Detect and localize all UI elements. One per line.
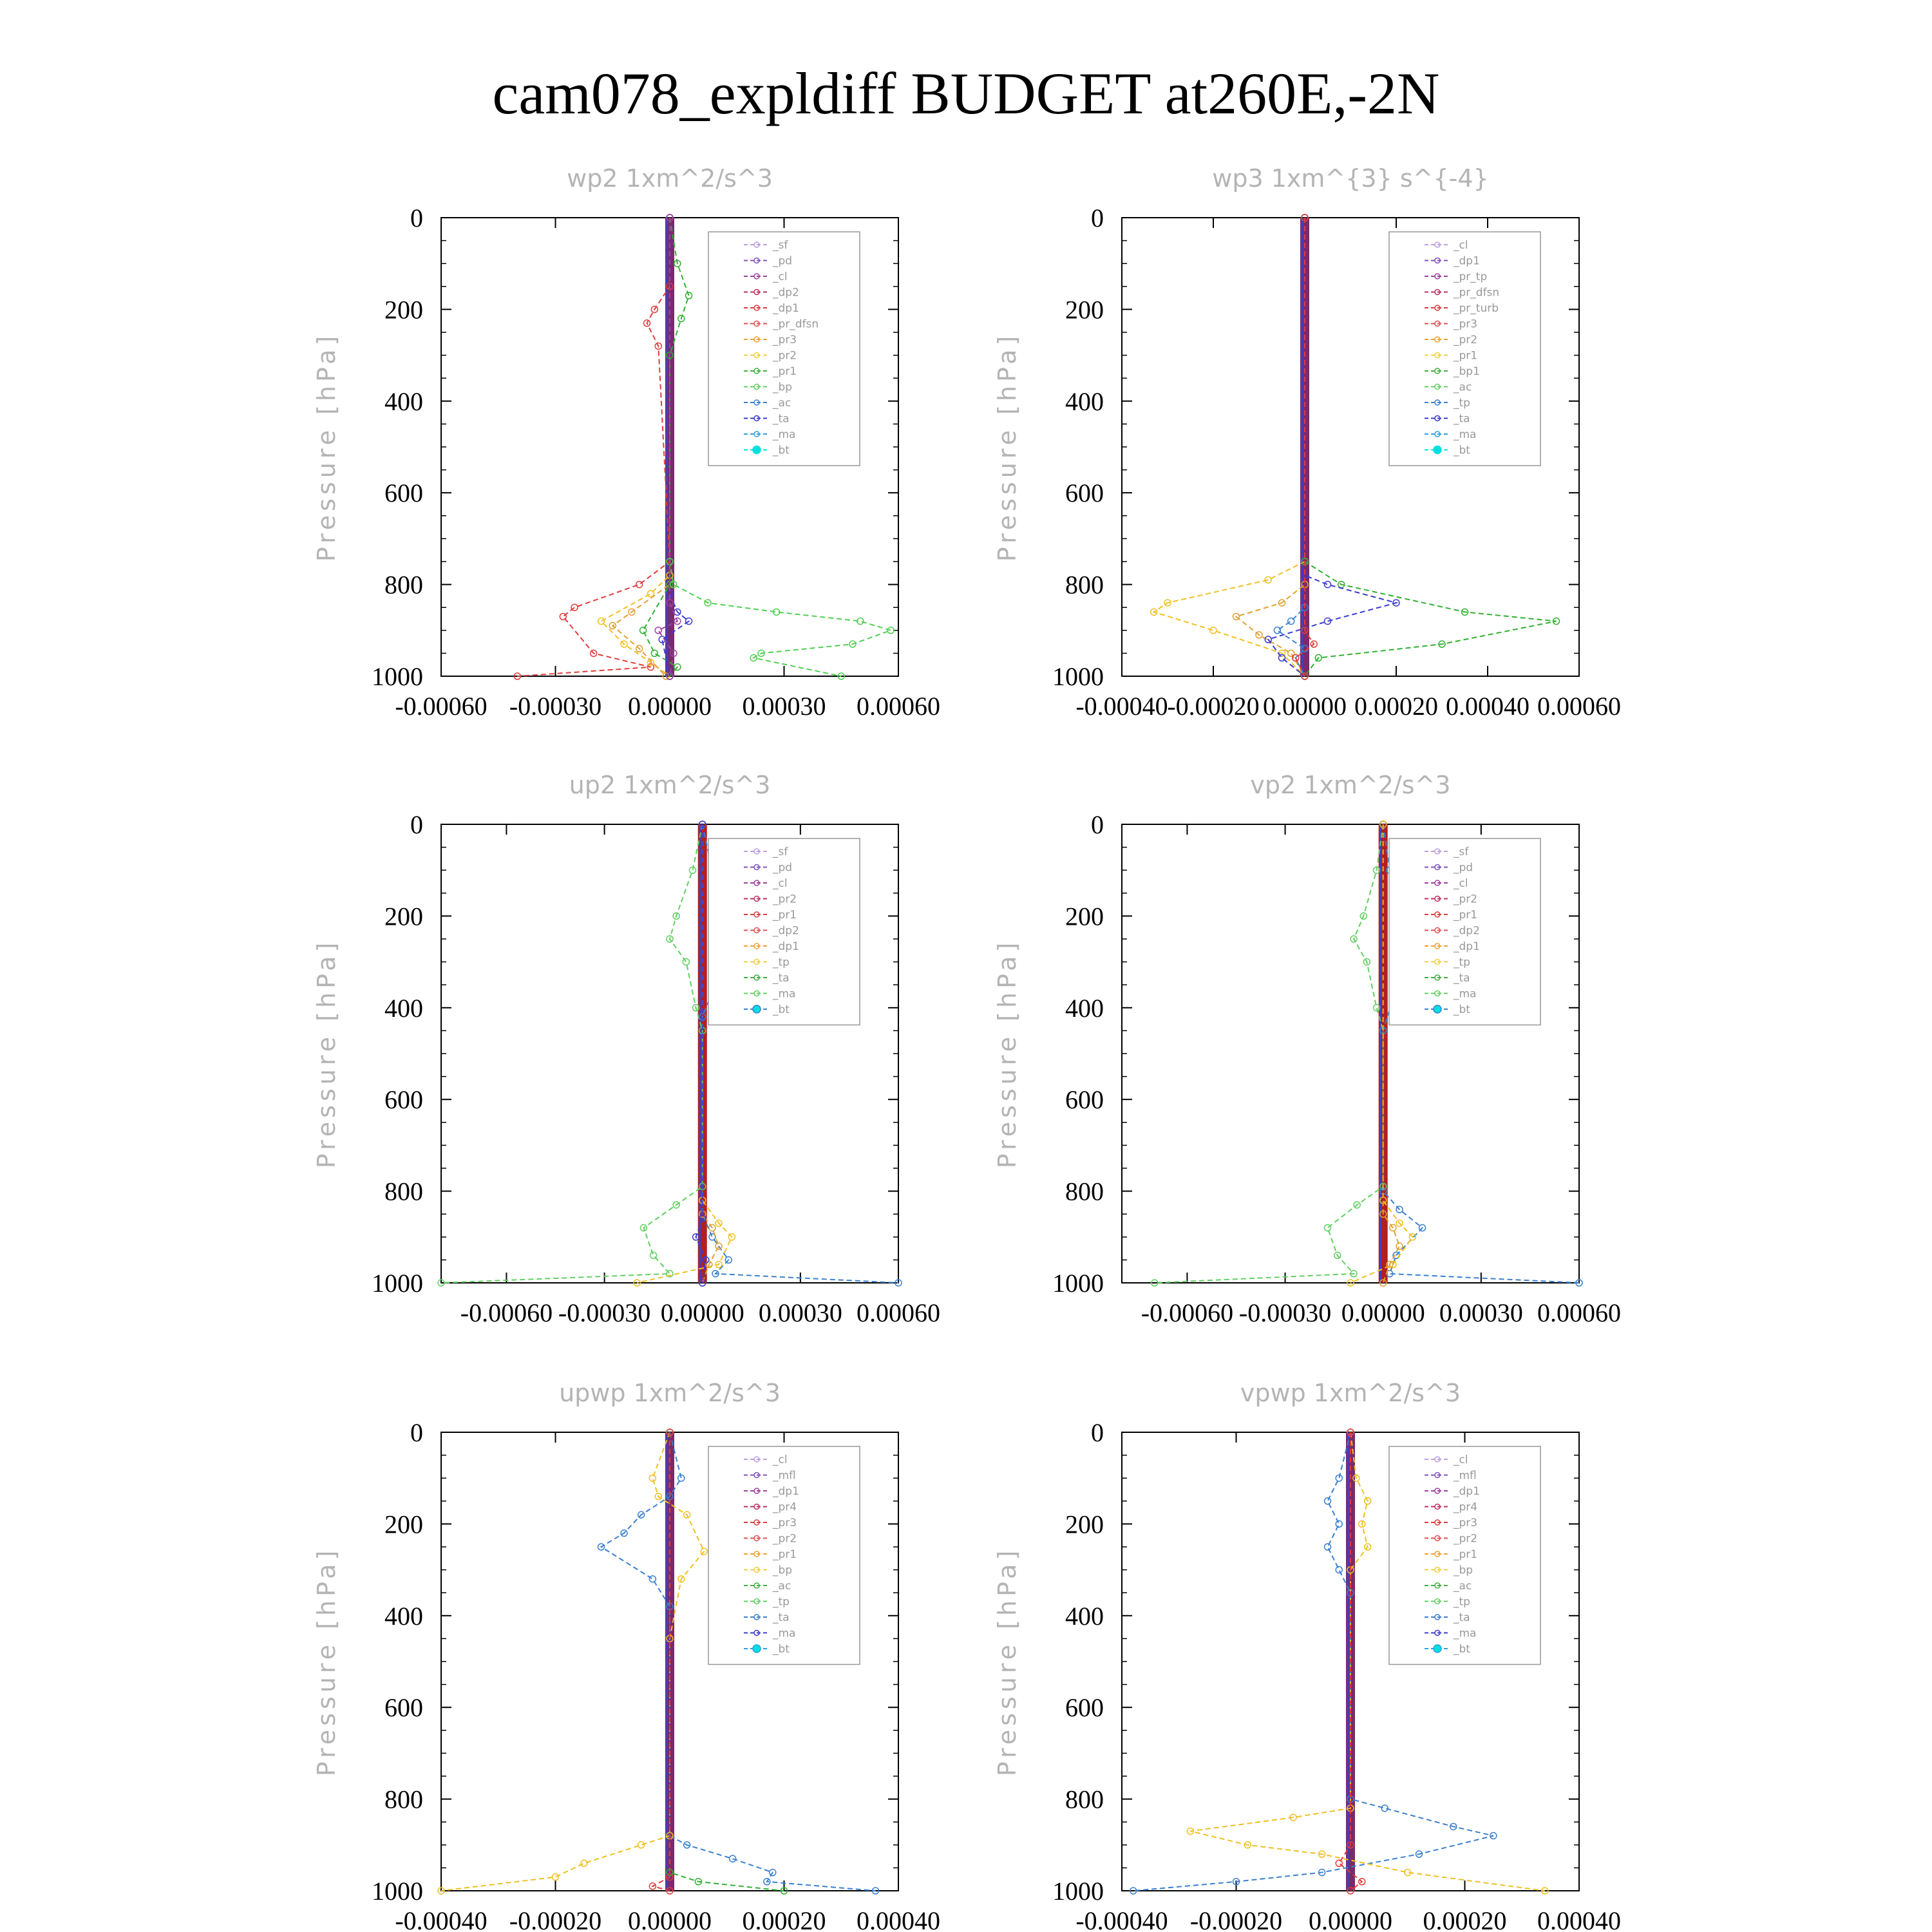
legend-entry: _pr2 bbox=[773, 893, 797, 906]
series-line-dp1 bbox=[1339, 1432, 1362, 1891]
figure-title: cam078_expldiff BUDGET at260E,-2N bbox=[492, 61, 1440, 126]
x-tick-label: 0.00030 bbox=[758, 1298, 842, 1327]
y-tick-label: 0 bbox=[410, 204, 423, 232]
x-tick-label: -0.00020 bbox=[509, 1906, 602, 1932]
series-point bbox=[651, 650, 658, 656]
y-axis-label: Pressure [hPa] bbox=[993, 332, 1021, 562]
x-tick-label: 0.00040 bbox=[857, 1906, 940, 1932]
legend-entry: _dp1 bbox=[1454, 1485, 1480, 1498]
y-tick-label: 200 bbox=[384, 295, 423, 325]
legend-entry: _pd bbox=[1454, 861, 1473, 875]
series-line-dp1 bbox=[1155, 824, 1383, 1283]
legend-entry: _cl bbox=[773, 1454, 788, 1466]
legend-entry: _mfl bbox=[773, 1469, 796, 1482]
x-tick-label: -0.00020 bbox=[1167, 692, 1260, 721]
x-tick-label: -0.00030 bbox=[1238, 1298, 1332, 1327]
y-tick-label: 600 bbox=[384, 1085, 423, 1115]
x-tick-label: 0.00030 bbox=[742, 692, 826, 721]
series-point bbox=[1279, 655, 1285, 661]
series-point bbox=[1288, 618, 1294, 625]
legend-marker bbox=[1434, 446, 1441, 454]
y-tick-label: 200 bbox=[1065, 1510, 1104, 1539]
y-axis-label: Pressure [hPa] bbox=[312, 332, 341, 562]
legend-entry: _dp1 bbox=[773, 1485, 799, 1498]
legend-marker bbox=[1434, 1645, 1441, 1653]
legend-entry: _mfl bbox=[1454, 1469, 1477, 1482]
legend-entry: _bp bbox=[773, 1564, 793, 1577]
y-tick-label: 600 bbox=[1065, 1085, 1104, 1115]
legend-entry: _pr_dfsn bbox=[1454, 286, 1500, 299]
legend-entry: _ta bbox=[773, 972, 790, 985]
legend-marker bbox=[753, 1645, 761, 1653]
series-point bbox=[560, 613, 566, 620]
series-point bbox=[1396, 1243, 1403, 1249]
legend-entry: _pr2 bbox=[1454, 1532, 1478, 1546]
y-tick-label: 0 bbox=[410, 1418, 423, 1447]
series-point bbox=[649, 1475, 656, 1481]
legend-entry: _ac bbox=[1454, 381, 1472, 394]
x-tick-label: 0.00060 bbox=[1537, 692, 1621, 721]
x-tick-label: -0.00040 bbox=[395, 1906, 488, 1932]
series-point bbox=[683, 959, 689, 965]
x-tick-label: -0.00060 bbox=[460, 1298, 553, 1327]
series-point bbox=[1336, 1860, 1342, 1866]
legend-entry: _ta bbox=[1454, 1611, 1470, 1624]
legend-entry: _cl bbox=[1454, 1454, 1468, 1466]
legend-entry: _ma bbox=[773, 1627, 796, 1640]
series-line-pr1 bbox=[601, 218, 670, 676]
legend-entry: _pr1 bbox=[773, 365, 797, 378]
y-axis-label: Pressure [hPa] bbox=[993, 938, 1021, 1169]
y-tick-label: 0 bbox=[1091, 204, 1104, 232]
legend-entry: _ma bbox=[773, 987, 796, 1001]
legend-entry: _ma bbox=[1454, 1627, 1477, 1640]
legend-entry: _pr_dfsn bbox=[773, 317, 819, 331]
series-point bbox=[640, 627, 647, 634]
series-point bbox=[1325, 1544, 1331, 1550]
panel-5 bbox=[312, 1379, 940, 1932]
y-tick-label: 800 bbox=[384, 1177, 423, 1206]
legend-entry: _pd bbox=[773, 861, 793, 875]
legend-entry: _bt bbox=[773, 444, 790, 457]
series-point bbox=[887, 627, 894, 634]
x-tick-label: 0.00060 bbox=[857, 1298, 940, 1327]
y-tick-label: 400 bbox=[1065, 993, 1104, 1023]
panel-title: wp2 1xm^2/s^3 bbox=[567, 164, 773, 193]
y-tick-label: 1000 bbox=[1052, 1269, 1104, 1298]
legend-entry: _pr2 bbox=[773, 1532, 797, 1546]
y-tick-label: 1000 bbox=[1052, 1877, 1104, 1906]
legend-entry: _pr3 bbox=[773, 1517, 797, 1530]
x-tick-label: 0.00040 bbox=[1537, 1906, 1621, 1932]
series-point bbox=[1325, 582, 1331, 588]
legend-entry: _pr1 bbox=[1454, 1548, 1478, 1561]
legend-entry: _pr1 bbox=[773, 909, 797, 922]
x-tick-label: -0.00060 bbox=[395, 692, 488, 721]
y-tick-label: 200 bbox=[384, 902, 423, 931]
y-tick-label: 600 bbox=[384, 1693, 423, 1723]
y-tick-label: 200 bbox=[1065, 295, 1104, 325]
legend-marker bbox=[1434, 1005, 1441, 1013]
legend-entry: _pr2 bbox=[773, 349, 797, 363]
x-tick-label: -0.00030 bbox=[509, 692, 602, 721]
x-tick-label: 0.00000 bbox=[1309, 1906, 1392, 1932]
legend-entry: _dp1 bbox=[773, 940, 799, 953]
legend-entry: _tp bbox=[1454, 1595, 1470, 1609]
legend-entry: _ma bbox=[773, 428, 796, 441]
legend-entry: _tp bbox=[1454, 397, 1470, 410]
series-line-ta bbox=[1268, 218, 1396, 676]
legend-entry: _pr3 bbox=[1454, 317, 1478, 331]
legend-entry: _tp bbox=[1454, 956, 1470, 969]
legend-entry: _ac bbox=[773, 1580, 791, 1593]
legend-entry: _ta bbox=[773, 412, 790, 426]
series-point bbox=[636, 582, 643, 588]
legend-entry: _ac bbox=[773, 397, 791, 410]
legend-marker bbox=[753, 1005, 761, 1013]
panel-1 bbox=[312, 164, 940, 721]
legend-entry: _pr1 bbox=[1454, 909, 1478, 922]
y-tick-label: 400 bbox=[384, 993, 423, 1023]
series-line-pr2 bbox=[1236, 218, 1305, 676]
panel-4 bbox=[993, 771, 1621, 1327]
legend-entry: _pr3 bbox=[773, 334, 797, 346]
legend-entry: _tp bbox=[773, 1595, 790, 1609]
y-tick-label: 1000 bbox=[372, 1877, 423, 1906]
legend-entry: _ma bbox=[1454, 428, 1477, 441]
x-tick-label: 0.00030 bbox=[1439, 1298, 1523, 1327]
series-line-dp1 bbox=[441, 824, 703, 1283]
x-tick-label: 0.00040 bbox=[1446, 692, 1530, 721]
y-tick-label: 600 bbox=[1065, 478, 1104, 508]
legend-entry: _tp bbox=[773, 956, 790, 969]
y-tick-label: 1000 bbox=[1052, 662, 1104, 691]
legend-entry: _cl bbox=[1454, 877, 1468, 890]
y-tick-label: 0 bbox=[1091, 1418, 1104, 1447]
x-tick-label: 0.00000 bbox=[660, 1298, 744, 1327]
legend-entry: _bp bbox=[773, 381, 793, 394]
y-tick-label: 400 bbox=[384, 386, 423, 416]
legend-entry: _cl bbox=[1454, 239, 1468, 252]
panel-title: vp2 1xm^2/s^3 bbox=[1250, 771, 1451, 799]
series-point bbox=[1210, 627, 1217, 634]
panel-title: up2 1xm^2/s^3 bbox=[569, 771, 771, 799]
y-axis-label: Pressure [hPa] bbox=[312, 938, 341, 1169]
x-tick-label: -0.00040 bbox=[1075, 692, 1168, 721]
x-tick-label: -0.00060 bbox=[1141, 1298, 1234, 1327]
y-tick-label: 0 bbox=[1091, 810, 1104, 839]
panel-6 bbox=[993, 1379, 1621, 1932]
legend-entry: _bt bbox=[773, 1643, 790, 1656]
y-tick-label: 200 bbox=[384, 1510, 423, 1539]
panel-3 bbox=[312, 771, 940, 1327]
y-tick-label: 800 bbox=[384, 1785, 423, 1814]
legend-entry: _sf bbox=[773, 846, 788, 858]
series-line-pr1 bbox=[1154, 218, 1305, 676]
legend-entry: _ta bbox=[1454, 972, 1470, 985]
y-axis-label: Pressure [hPa] bbox=[312, 1546, 341, 1777]
x-tick-label: 0.00000 bbox=[1263, 692, 1347, 721]
series-point bbox=[1336, 1567, 1342, 1573]
series-line-pr1 bbox=[441, 1432, 704, 1891]
y-tick-label: 600 bbox=[1065, 1693, 1104, 1723]
legend-entry: _pr1 bbox=[1454, 349, 1478, 363]
panel-title: vpwp 1xm^2/s^3 bbox=[1240, 1379, 1461, 1407]
y-axis-label: Pressure [hPa] bbox=[993, 1546, 1021, 1777]
legend-entry: _bp bbox=[1454, 1564, 1473, 1577]
y-tick-label: 1000 bbox=[372, 1269, 423, 1298]
legend-entry: _dp1 bbox=[773, 302, 799, 315]
legend-entry: _sf bbox=[1454, 846, 1469, 858]
series-point bbox=[650, 1252, 657, 1258]
panel-title: upwp 1xm^2/s^3 bbox=[559, 1379, 781, 1407]
legend-entry: _ta bbox=[773, 1611, 790, 1624]
legend-entry: _bt bbox=[1454, 444, 1470, 457]
y-tick-label: 400 bbox=[384, 1601, 423, 1631]
x-tick-label: 0.00000 bbox=[628, 1906, 712, 1932]
legend-entry: _pr_turb bbox=[1454, 302, 1499, 315]
legend-entry: _pr2 bbox=[1454, 893, 1478, 906]
series-point bbox=[655, 627, 661, 634]
series-point bbox=[686, 292, 692, 299]
y-tick-label: 600 bbox=[384, 478, 423, 508]
y-tick-label: 800 bbox=[1065, 570, 1104, 600]
series-point bbox=[553, 1874, 559, 1880]
legend-marker bbox=[753, 446, 761, 454]
x-tick-label: 0.00000 bbox=[628, 692, 712, 721]
panel-title: wp3 1xm^{3} s^{-4} bbox=[1212, 164, 1489, 193]
x-tick-label: 0.00020 bbox=[742, 1906, 826, 1932]
y-tick-label: 400 bbox=[1065, 386, 1104, 416]
legend-entry: _cl bbox=[773, 877, 788, 890]
legend-entry: _pr1 bbox=[773, 1548, 797, 1561]
x-tick-label: -0.00030 bbox=[558, 1298, 651, 1327]
x-tick-label: 0.00000 bbox=[1341, 1298, 1425, 1327]
series-line-dp1 bbox=[517, 218, 670, 676]
panel-2 bbox=[993, 164, 1621, 721]
series-line-pr2 bbox=[612, 218, 670, 676]
legend-entry: _dp2 bbox=[1454, 924, 1480, 938]
legend-entry: _cl bbox=[773, 270, 788, 283]
legend-entry: _ac bbox=[1454, 1580, 1472, 1593]
legend-entry: _bt bbox=[1454, 1003, 1470, 1016]
series-point bbox=[649, 1576, 656, 1582]
legend-entry: _bp1 bbox=[1454, 365, 1480, 378]
legend-entry: _dp1 bbox=[1454, 254, 1480, 268]
y-tick-label: 800 bbox=[384, 570, 423, 600]
legend-entry: _ma bbox=[1454, 987, 1477, 1001]
legend-entry: _bt bbox=[773, 1003, 790, 1016]
legend-entry: _pr_tp bbox=[1454, 270, 1488, 283]
legend-entry: _pd bbox=[773, 254, 793, 268]
x-tick-label: 0.00020 bbox=[1354, 692, 1438, 721]
x-tick-label: -0.00040 bbox=[1075, 1906, 1168, 1932]
series-point bbox=[571, 604, 578, 611]
legend-entry: _dp1 bbox=[1454, 940, 1480, 953]
y-tick-label: 800 bbox=[1065, 1785, 1104, 1814]
legend-entry: _pr4 bbox=[773, 1501, 797, 1514]
legend-entry: _pr3 bbox=[1454, 1517, 1478, 1530]
series-point bbox=[1325, 1498, 1331, 1504]
legend-entry: _pr2 bbox=[1454, 334, 1478, 346]
series-point bbox=[730, 1855, 736, 1862]
y-tick-label: 1000 bbox=[372, 662, 423, 691]
legend-entry: _ta bbox=[1454, 412, 1470, 426]
legend-entry: _sf bbox=[773, 239, 788, 252]
y-tick-label: 200 bbox=[1065, 902, 1104, 931]
x-tick-label: 0.00060 bbox=[1537, 1298, 1621, 1327]
series-point bbox=[638, 1842, 645, 1848]
legend-entry: _bt bbox=[1454, 1643, 1470, 1656]
series-point bbox=[1336, 1520, 1342, 1527]
y-tick-label: 0 bbox=[410, 810, 423, 839]
series-point bbox=[581, 1860, 587, 1866]
y-tick-label: 400 bbox=[1065, 1601, 1104, 1631]
x-tick-label: 0.00020 bbox=[1423, 1906, 1507, 1932]
x-tick-label: 0.00060 bbox=[857, 692, 940, 721]
legend-entry: _dp2 bbox=[773, 924, 799, 938]
legend-entry: _dp2 bbox=[773, 286, 799, 299]
x-tick-label: -0.00020 bbox=[1189, 1906, 1283, 1932]
legend-entry: _pr4 bbox=[1454, 1501, 1478, 1514]
series-point bbox=[1274, 627, 1280, 634]
series-point bbox=[598, 618, 605, 625]
series-point bbox=[1325, 1225, 1331, 1231]
y-tick-label: 800 bbox=[1065, 1177, 1104, 1206]
series-line-dp1 bbox=[1296, 218, 1314, 676]
